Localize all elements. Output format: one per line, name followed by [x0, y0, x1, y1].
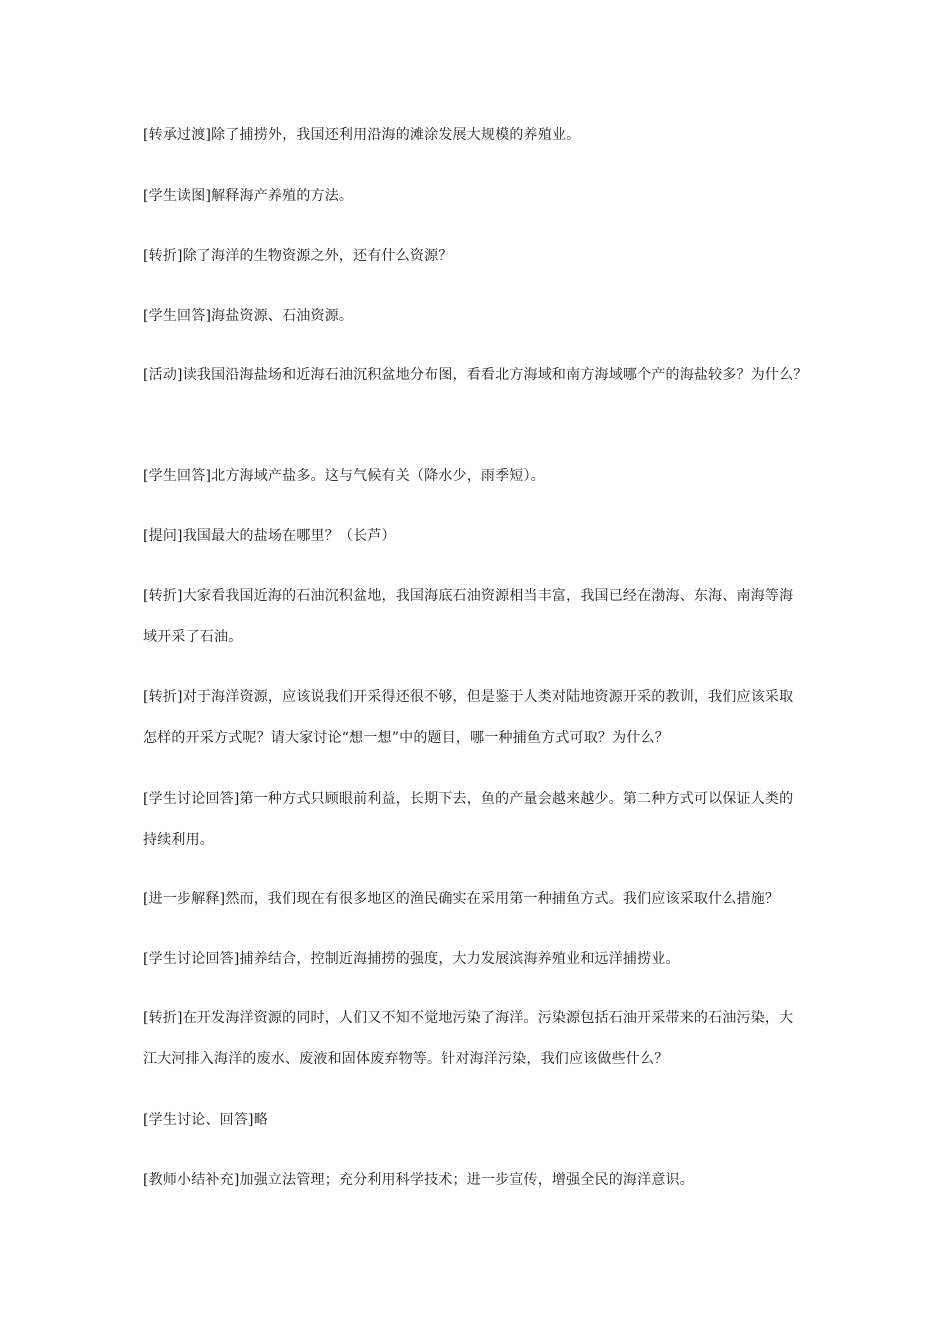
paragraph-student-answer-salt: [143, 456, 823, 497]
text-line: [活动]读我国沿海盐场和近海石油沉积盆地分布图，看看北方海域和南方海域哪个产的海盐较多？为什么？: [143, 367, 808, 383]
text-line: [学生讨论、回答]略: [143, 1112, 268, 1128]
paragraph-student-answer-resources: [143, 296, 823, 337]
paragraph-turn-oil-basins: [143, 576, 823, 657]
text-line: 江大河排入海洋的废水、废液和固体废弃物等。针对海洋污染，我们应该做些什么？: [143, 1050, 669, 1067]
text-line: [教师小结补充]加强立法管理；充分利用科学技术；进一步宣传，增强全民的海洋意识。: [143, 1172, 694, 1188]
text-line: [转折]大家看我国近海的石油沉积盆地，我国海底石油资源相当丰富，我国已经在渤海、东海、南海等海: [143, 588, 794, 604]
text-line: [转折]除了海洋的生物资源之外，还有什么资源？: [143, 248, 453, 264]
paragraph-teacher-summary: [143, 1160, 823, 1201]
text-line: [提问]我国最大的盐场在哪里？（长芦）: [143, 528, 396, 544]
paragraph-question-largest-saltfield: [143, 516, 823, 557]
paragraph-turn-other-resources: [143, 236, 823, 277]
text-line: [学生讨论回答]第一种方式只顾眼前利益，长期下去，鱼的产量会越来越少。第二种方式可以保证人类的: [143, 791, 794, 807]
paragraph-student-discussion-measures: [143, 939, 823, 980]
paragraph-turn-ocean-pollution: [143, 998, 823, 1079]
paragraph-transition-aquaculture: [143, 115, 823, 156]
text-line: [学生讨论回答]捕养结合，控制近海捕捞的强度，大力发展滨海养殖业和远洋捕捞业。: [143, 951, 680, 967]
paragraph-student-discussion-omitted: [143, 1100, 823, 1141]
text-line: [进一步解释]然而，我们现在有很多地区的渔民确实在采用第一种捕鱼方式。我们应该采取什么措施？: [143, 891, 780, 907]
paragraph-turn-exploitation-method: [143, 677, 823, 758]
text-line: [学生回答]北方海域产盐多。这与气候有关（降水少，雨季短）。: [143, 468, 545, 484]
text-line: [转承过渡]除了捕捞外，我国还利用沿海的滩涂发展大规模的养殖业。: [143, 127, 581, 143]
text-line: [转折]在开发海洋资源的同时，人们又不知不觉地污染了海洋。污染源包括石油开采带来的石油污染，大: [143, 1010, 794, 1026]
text-line: [学生读图]解释海产养殖的方法。: [143, 188, 354, 204]
paragraph-further-explanation: [143, 879, 823, 920]
text-line: 持续利用。: [143, 831, 214, 848]
text-line: 域开采了石油。: [143, 628, 243, 645]
paragraph-activity-salt-map: [143, 355, 823, 396]
paragraph-student-discussion-fishing: [143, 779, 823, 860]
text-line: 怎样的开采方式呢？请大家讨论“想一想”中的题目，哪一种捕鱼方式可取？为什么？: [143, 729, 669, 746]
text-line: [转折]对于海洋资源，应该说我们开采得还很不够，但是鉴于人类对陆地资源开采的教训，我们应该采取: [143, 689, 794, 705]
text-line: [学生回答]海盐资源、石油资源。: [143, 308, 354, 324]
paragraph-student-read-map: [143, 176, 823, 217]
